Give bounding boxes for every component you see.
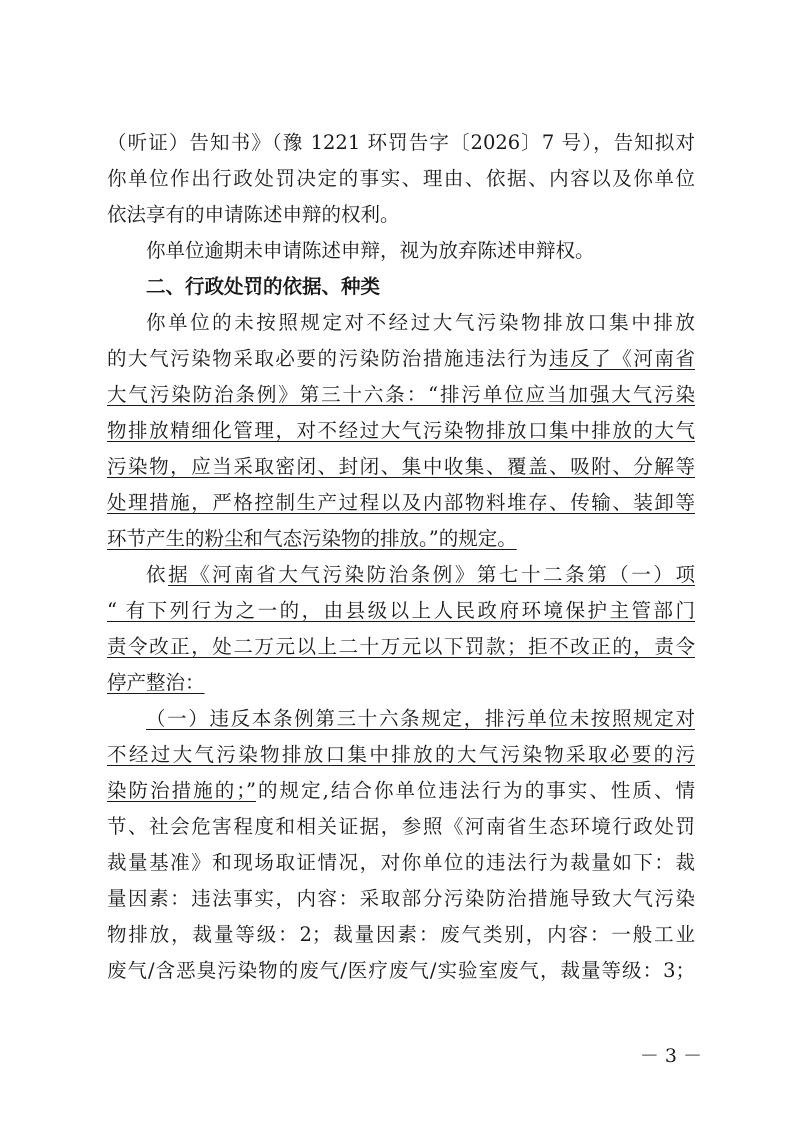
body-line: [107, 920, 695, 950]
heading-text: 二、行政处罚的依据、种类: [146, 275, 381, 298]
underlined-segment: 污染物，应当采取密闭、封闭、集中收集、覆盖、吸附、分解等: [107, 455, 695, 478]
text-segment: 的规定,结合你单位违法行为的事实、性质、情: [255, 779, 695, 802]
body-line: [107, 488, 695, 518]
body-line: [107, 524, 695, 554]
body-line: [107, 452, 695, 482]
text-segment: 节、社会危害程度和相关证据，参照《河南省生态环境行政处罚: [107, 815, 695, 838]
body-line: [107, 416, 695, 446]
underlined-segment: 物排放精细化管理，对不经过大气污染物排放口集中排放的大气: [107, 419, 695, 442]
body-line: [107, 200, 695, 230]
text-segment: 你单位作出行政处罚决定的事实、理由、依据、内容以及你单位: [107, 167, 695, 190]
body-line: [107, 812, 695, 842]
text-segment: （听证）告知书》（豫 1221 环罚告字〔2026〕7 号），告知拟对: [107, 131, 695, 154]
body-line: [107, 776, 695, 806]
text-segment: 废气/含恶臭污染物的废气/医疗废气/实验室废气，裁量等级：3；: [107, 959, 695, 982]
body-line: [146, 236, 695, 266]
body-line: [107, 668, 695, 698]
section-heading: [146, 272, 695, 302]
text-segment: 物排放，裁量等级：2；裁量因素：废气类别，内容：一般工业: [107, 923, 695, 946]
underlined-segment: 处理措施，严格控制生产过程以及内部物料堆存、传输、装卸等: [107, 491, 695, 514]
body-line: [107, 956, 695, 986]
body-line: [107, 596, 695, 626]
body-line: [107, 344, 695, 374]
text-segment: 依: [146, 563, 169, 586]
body-line: [107, 884, 695, 914]
underlined-segment: 大气污染防治条例》第三十六条：“排污单位应当加强大气污染: [107, 383, 695, 406]
underlined-segment: 据《河南省大气污染防治条例》第七十二条第（一）项: [168, 563, 695, 586]
underlined-segment: 环节产生的粉尘和气态污染物的排放。”的规定。: [107, 527, 517, 550]
underlined-segment: “ 有下列行为之一的，由县级以上人民政府环境保护主管部门: [107, 599, 695, 622]
body-line: [107, 632, 695, 662]
body-line: [146, 308, 695, 338]
underlined-segment: 违反了《河南省: [549, 347, 695, 370]
text-segment: 你单位逾期未申请陈述申辩，视为放弃陈述申辩权。: [146, 239, 595, 262]
underlined-segment: 责令改正，处二万元以上二十万元以下罚款；拒不改正的，责令: [107, 635, 695, 658]
text-segment: 依法享有的申请陈述申辩的权利。: [107, 203, 400, 226]
underlined-segment: （一）违反本条例第三十六条规定，排污单位未按照规定对: [146, 707, 695, 730]
body-line: [107, 740, 695, 770]
body-line: [107, 128, 695, 158]
text-segment: 量因素：违法事实，内容：采取部分污染防治措施导致大气污染: [107, 887, 695, 910]
underlined-segment: 不经过大气污染物排放口集中排放的大气污染物采取必要的污: [107, 743, 695, 766]
underlined-segment: 停产整治：: [107, 671, 205, 694]
body-line: [146, 704, 695, 734]
text-segment: 裁量基准》和现场取证情况，对你单位的违法行为裁量如下：裁: [107, 851, 695, 874]
body-line: [107, 848, 695, 878]
underlined-segment: 染防治措施的；”: [107, 779, 256, 802]
text-segment: 的大气污染物采取必要的污染防治措施违法行为: [107, 347, 550, 370]
body-line: [107, 164, 695, 194]
body-line: [146, 560, 695, 590]
body-line: [107, 380, 695, 410]
page-number: － 3 －: [639, 1045, 702, 1067]
text-segment: 你单位的未按照规定对不经过大气污染物排放口集中排放: [146, 311, 695, 334]
